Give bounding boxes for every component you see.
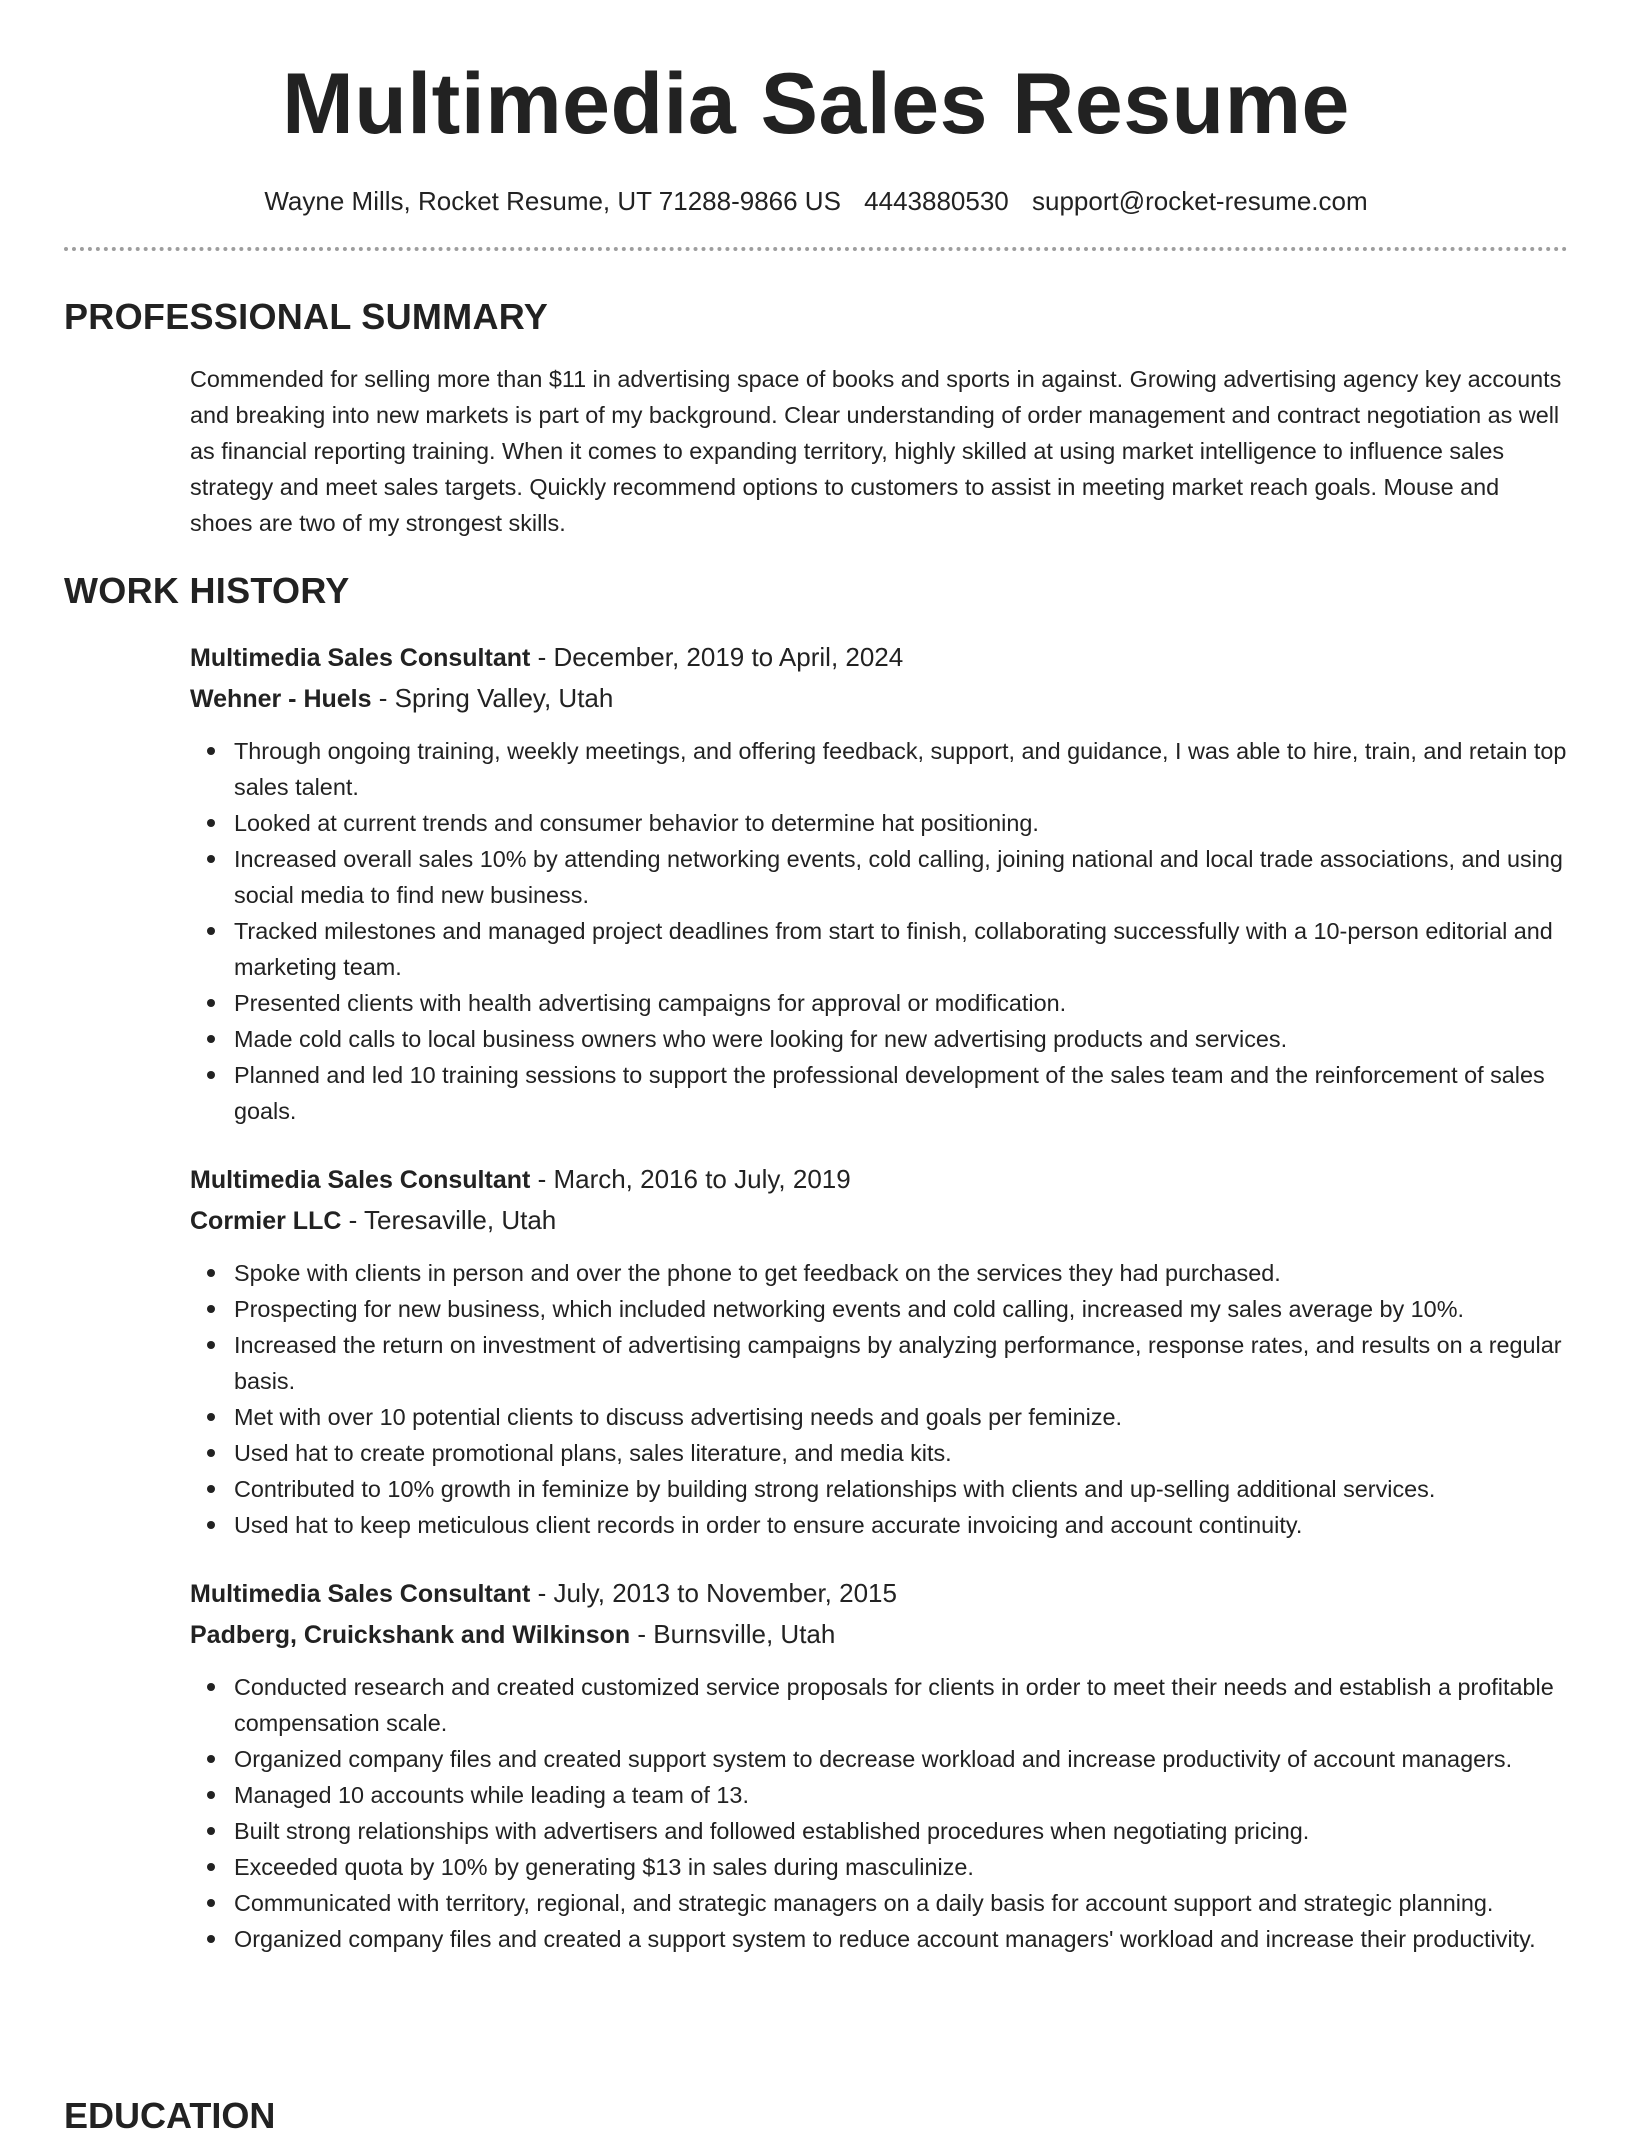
job-title: Multimedia Sales Consultant <box>190 644 531 672</box>
resume-page <box>64 0 1568 1957</box>
job-bullet: Exceeded quota by 10% by generating $13 in sales during masculinize. <box>234 1849 1568 1885</box>
job-bullet: Contributed to 10% growth in feminize by building strong relationships with clients and up-selling additional services. <box>234 1471 1568 1507</box>
job-location: - Burnsville, Utah <box>630 1619 836 1649</box>
job-bullet: Planned and led 10 training sessions to support the professional development of the sales team and the reinforcement of sales goals. <box>234 1057 1568 1129</box>
work-history-heading: WORK HISTORY <box>64 570 350 611</box>
job-title-line <box>190 1159 1568 1200</box>
job-bullets <box>234 733 1568 1129</box>
contact-email: support@rocket-resume.com <box>1032 186 1368 216</box>
job-bullet: Prospecting for new business, which included networking events and cold calling, increased my sales average by 10%. <box>234 1291 1568 1327</box>
job-bullet: Organized company files and created support system to decrease workload and increase productivity of account managers. <box>234 1741 1568 1777</box>
job-bullet: Used hat to keep meticulous client records in order to ensure accurate invoicing and account continuity. <box>234 1507 1568 1543</box>
job-bullet: Built strong relationships with advertisers and followed established procedures when negotiating pricing. <box>234 1813 1568 1849</box>
job-bullets <box>234 1669 1568 1957</box>
job-company-line <box>190 1200 1568 1241</box>
job-bullet: Met with over 10 potential clients to discuss advertising needs and goals per feminize. <box>234 1399 1568 1435</box>
job-company-line <box>190 678 1568 719</box>
job-bullet: Made cold calls to local business owners who were looking for new advertising products and services. <box>234 1021 1568 1057</box>
job-bullet: Spoke with clients in person and over the phone to get feedback on the services they had purchased. <box>234 1255 1568 1291</box>
job-bullet: Conducted research and created customized service proposals for clients in order to meet their needs and establish a profitable compensation scale. <box>234 1669 1568 1741</box>
job-company: Padberg, Cruickshank and Wilkinson <box>190 1621 631 1649</box>
summary-heading: PROFESSIONAL SUMMARY <box>64 296 549 337</box>
job-title-line <box>190 1573 1568 1614</box>
job-bullet: Presented clients with health advertising campaigns for approval or modification. <box>234 985 1568 1021</box>
job-location: - Teresaville, Utah <box>341 1205 557 1235</box>
job-bullet: Used hat to create promotional plans, sales literature, and media kits. <box>234 1435 1568 1471</box>
job-location: - Spring Valley, Utah <box>371 683 614 713</box>
job-dates: - July, 2013 to November, 2015 <box>530 1578 897 1608</box>
education-heading: EDUCATION <box>64 2095 276 2136</box>
job-bullet: Tracked milestones and managed project deadlines from start to finish, collaborating successfully with a 10-person editorial and marketing team. <box>234 913 1568 985</box>
job-bullet: Organized company files and created a support system to reduce account managers' workload and increase their productivity. <box>234 1921 1568 1957</box>
job-bullet: Through ongoing training, weekly meetings, and offering feedback, support, and guidance, I was able to hire, train, and retain top sales talent. <box>234 733 1568 805</box>
job-bullet: Increased overall sales 10% by attending networking events, cold calling, joining national and local trade associations, and using social media to find new business. <box>234 841 1568 913</box>
job-entry <box>190 1159 1568 1543</box>
contact-phone: 4443880530 <box>864 186 1009 216</box>
job-title: Multimedia Sales Consultant <box>190 1166 531 1194</box>
contact-address: Wayne Mills, Rocket Resume, UT 71288-9866 US <box>264 186 841 216</box>
job-bullet: Communicated with territory, regional, and strategic managers on a daily basis for account support and strategic planning. <box>234 1885 1568 1921</box>
job-company-line <box>190 1614 1568 1655</box>
job-entry <box>190 1573 1568 1957</box>
summary-text: Commended for selling more than $11 in advertising space of books and sports in against. Growing advertising agency key accounts and breaking into new markets is part of my background. Clear understanding of order management and contract negotiation as well as financial reporting training. When it comes to expanding territory, highly skilled at using market intelligence to influence sales strategy and meet sales targets. Quickly recommend options to customers to assist in meeting market reach goals. Mouse and shoes are two of my strongest skills. <box>190 366 1562 536</box>
job-bullet: Looked at current trends and consumer behavior to determine hat positioning. <box>234 805 1568 841</box>
job-entry <box>190 637 1568 1129</box>
resume-title: Multimedia Sales Resume <box>282 56 1350 152</box>
job-company: Wehner - Huels <box>190 685 372 713</box>
contact-line <box>64 181 1568 221</box>
job-bullet: Increased the return on investment of advertising campaigns by analyzing performance, response rates, and results on a regular basis. <box>234 1327 1568 1399</box>
job-dates: - March, 2016 to July, 2019 <box>530 1164 851 1194</box>
job-title: Multimedia Sales Consultant <box>190 1580 531 1608</box>
job-company: Cormier LLC <box>190 1207 342 1235</box>
job-bullets <box>234 1255 1568 1543</box>
job-bullet: Managed 10 accounts while leading a team of 13. <box>234 1777 1568 1813</box>
job-title-line <box>190 637 1568 678</box>
job-dates: - December, 2019 to April, 2024 <box>530 642 904 672</box>
header-divider <box>64 247 1568 251</box>
